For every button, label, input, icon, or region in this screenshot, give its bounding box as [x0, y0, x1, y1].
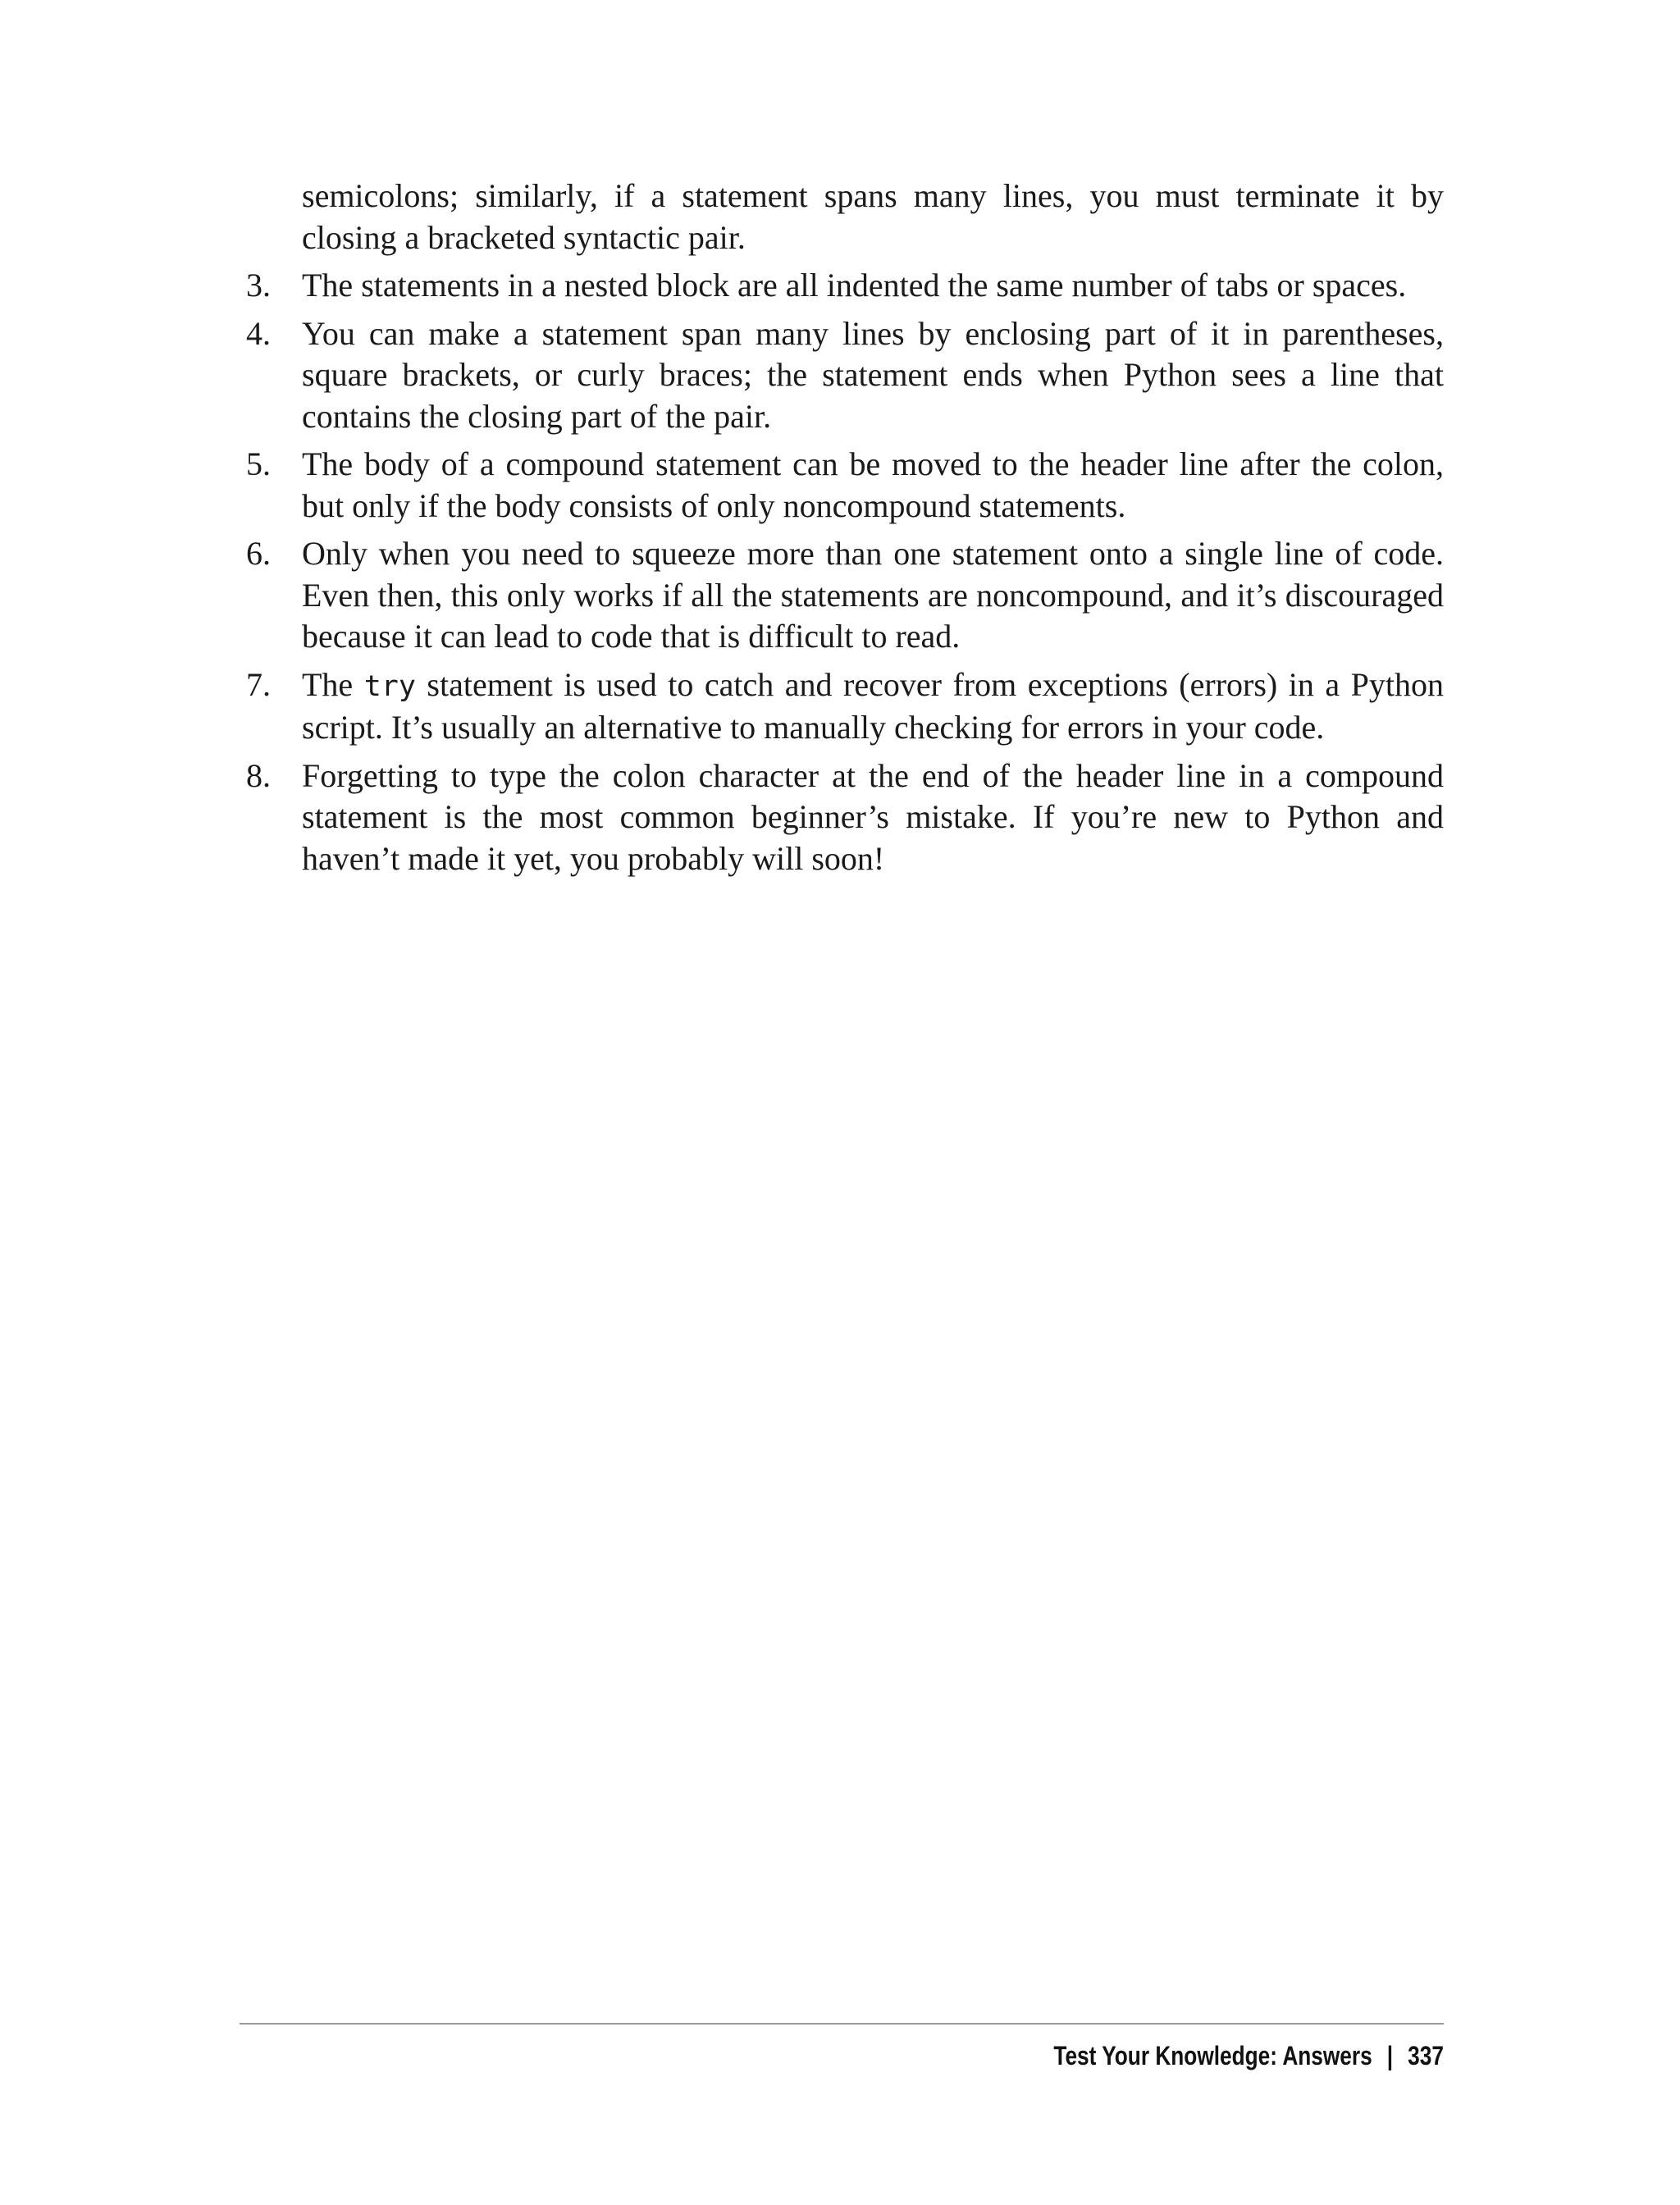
answer-text: The statements in a nested block are all indented the same number of tabs or spaces.	[302, 267, 1407, 304]
answer-number: 4.	[246, 314, 271, 352]
footer-separator: |	[1386, 2041, 1394, 2070]
answer-item-8	[246, 756, 1444, 880]
answer-text: Only when you need to squeeze more than one statement onto a single line of code. Even then, this only works if all the statements are noncompound, and it’s discouraged because it can lead to code that is difficult to read.	[302, 535, 1444, 655]
inline-code-try: try	[363, 669, 416, 703]
page-number: 337	[1408, 2041, 1444, 2070]
answer-list	[246, 265, 1444, 879]
answer-item-6	[246, 533, 1444, 658]
answer-item-5	[246, 444, 1444, 527]
answer-text: The body of a compound statement can be moved to the header line after the colon, but only if the body consists of only noncompound statements.	[302, 445, 1444, 524]
answer-number: 7.	[246, 665, 271, 703]
answer-2-continuation: semicolons; similarly, if a statement spans many lines, you must terminate it by closing a bracketed syntactic pair.	[302, 177, 1444, 256]
answer-number: 6.	[246, 535, 271, 572]
answer-number: 3.	[246, 267, 271, 304]
footer-divider	[240, 2023, 1444, 2025]
answer-text: Forgetting to type the colon character at the end of the header line in a compound statement is the most common beginner’s mistake. If you’re new to Python and haven’t made it yet, you probably will soon!	[302, 756, 1444, 877]
body-text	[246, 176, 1444, 886]
answer-item-7	[246, 664, 1444, 749]
answer-number: 8.	[246, 756, 271, 794]
answer-item-3	[246, 265, 1444, 307]
answer-text-before-code: The	[302, 665, 364, 703]
page-footer	[1053, 2039, 1444, 2072]
footer-section-title: Test Your Knowledge: Answers	[1053, 2041, 1372, 2070]
answer-text: You can make a statement span many lines by enclosing part of it in parentheses, square brackets, or curly braces; the statement ends when Python sees a line that contains the closing part of the pair.	[302, 314, 1444, 435]
answer-text	[302, 664, 1444, 749]
answer-text-after-code: statement is used to catch and recover from exceptions (errors) in a Python script. It’s usually an alternative to manually checking for errors in your code.	[302, 665, 1444, 746]
answer-number: 5.	[246, 445, 271, 482]
answer-item-4	[246, 313, 1444, 438]
